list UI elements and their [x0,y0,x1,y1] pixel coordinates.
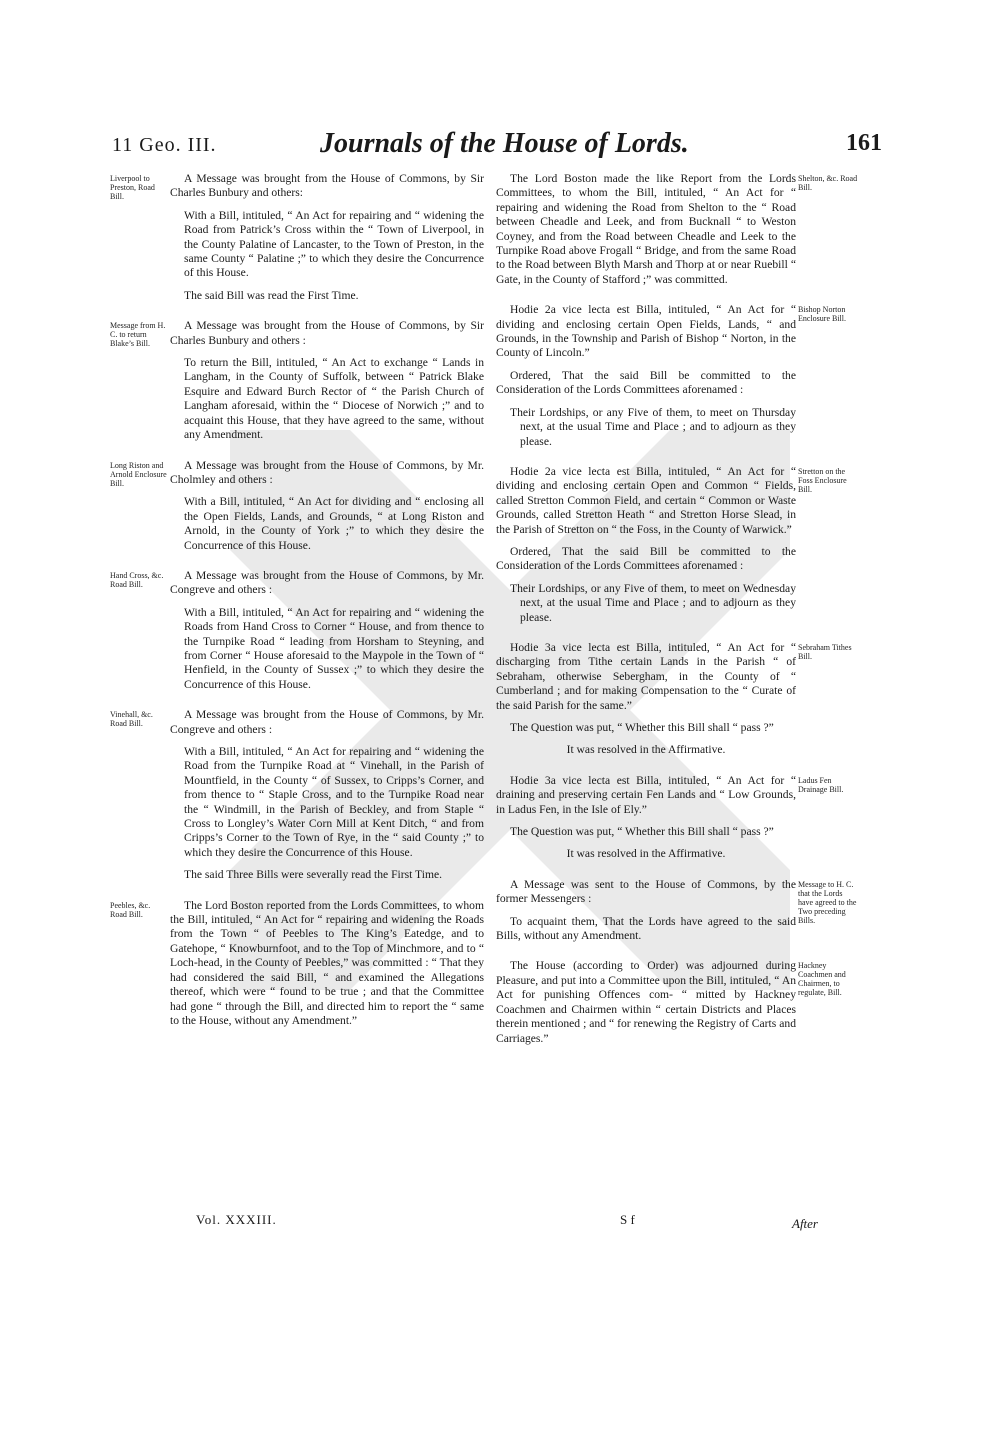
entry-paragraph: The Question was put, “ Whether this Bill shall “ pass ?” [510,721,774,734]
entry-paragraph: Ordered, That the said Bill be committed to the Consideration of the Lords Committees aforenamed : [496,368,796,397]
journal-entry [110,708,484,882]
entry-paragraph: A Message was brought from the House of Commons, by Mr. Cholmley and others : [170,458,484,486]
left-column [110,172,484,1044]
journal-entry [110,319,484,442]
right-column [496,172,858,1062]
margin-note: Shelton, &c. Road Bill. [798,174,858,192]
entry-paragraph: With a Bill, intituled, “ An Act for repairing and “ widening the Road from Patrick’s Cross within the “ Town of Liverpool, in the County Palatine of Lancaster, to the Town of Preston, in the same County “ Palatine ;” to which they desire the Concurrence of this House. [184,208,484,280]
journal-entry [496,303,846,449]
journal-entry [110,172,484,303]
journal-entry [110,458,484,553]
margin-note: Peebles, &c. Road Bill. [110,900,151,919]
entry-paragraph: With a Bill, intituled, “ An Act for repairing and “ widening the Roads from Hand Cross to Corner “ House, and from thence to the Turnpike Road “ leading from Horsham to Steyning, and from Corner “ House aforesaid to the Maypole in the Town of “ Henfield, in the County of Sussex ;” to which they desire the Concurrence of this House. [184,605,484,691]
entry-paragraph: A Message was brought from the House of Commons, by Mr. Congreve and others : [170,568,484,597]
entry-paragraph: Ordered, That the said Bill be committed to the Consideration of the Lords Committees aforenamed : [496,544,796,573]
entry-paragraph: A Message was sent to the House of Commons, by the former Messengers : [496,877,796,906]
entry-paragraph: Their Lordships, or any Five of them, to meet on Thursday next, at the usual Time and Place ; and to adjourn as they please. [510,405,796,448]
entry-paragraph: Hodie 3a vice lecta est Billa, intituled, “ An Act for “ discharging from Tithe certain Lands in the Parish “ of Sebraham, otherwise Sebergham, in the County of “ Cumberland ; and for making Compensation to the “ Curate of the said Parish for the same.” [496,640,796,712]
journal-entry [496,464,847,625]
entry-paragraph: The Lord Boston reported from the Lords Committees, to whom the Bill, intituled, “ An Act for “ repairing and widening the Roads from the Town “ of Peebles to The King’s Eatedge, and to Gatehope, “ Knowburnfoot, and to the Top of Minchmore, and to “ Loch-head, in the County of Peebles,” was committed : “ That they had considered the said Bill, “ and examined the Allegations thereof, which were “ found to be true ; and that the Committee had gone “ through the Bill, and directed him to report the “ same to the House, without any Amendment.” [170,898,484,1027]
journal-entry [496,640,852,758]
entry-paragraph: With a Bill, intituled, “ An Act for repairing and “ widening the Road from the Turnpike Road at “ Vinehall, in the Parish of Mountfield, in the County “ of Sussex, to Cripps’s Corner, and from thence to “ Staple Cross, and to the Turnpike Road near the “ Windmill, in the Parish of Beckley, and from Staple “ Cross to Longley’s Water Corn Mill at Kent Ditch, “ and from Cripps’s Corner to the Town of Rye, in the “ said County ;” to which they desire the Concurrence of this House. [184,745,484,859]
journal-entry [110,568,484,692]
margin-note: Liverpool to Preston, Road Bill. [110,174,155,201]
journal-entry [496,773,844,862]
journal-entry [110,898,484,1029]
entry-paragraph: A Message was brought from the House of Commons, by Sir Charles Bunbury and others : [170,319,484,347]
entry-paragraph: With a Bill, intituled, “ An Act for dividing and “ enclosing all the Open Fields, Lands, and Grounds, “ at Long Riston and Arnold, in the County of York ;” to which they desire the Concurrence of this House. [184,495,484,552]
header-title: Journals of the House of Lords. [320,128,689,159]
journal-entry [496,877,857,944]
entry-paragraph: Hodie 2a vice lecta est Billa, intituled, “ An Act for “ dividing and enclosing certain Open and Common “ Fields, called Stretton Common Field, and certain “ Common or Waste Grounds, called Stretton Heath “ and Stretton Horse Slead, in the Parish of Stretton on “ the Foss, in the County of Warwick.” [496,464,796,536]
page-number: 161 [846,130,882,156]
entry-paragraph: Hodie 2a vice lecta est Billa, intituled, “ An Act for “ dividing and enclosing certain Open Fields, Lands, “ and Grounds, in the Township and Parish of Bishop “ Norton, in the County of Lincoln.” [496,303,796,360]
margin-note: Sebraham Tithes Bill. [798,642,852,661]
entry-paragraph: It was resolved in the Affirmative. [566,847,726,861]
margin-note: Bishop Norton Enclosure Bill. [798,305,846,324]
entry-paragraph: Their Lordships, or any Five of them, to meet on Wednesday next, at the usual Time and Place ; and to adjourn as they please. [510,581,796,624]
entry-paragraph: A Message was brought from the House of Commons, by Sir Charles Bunbury and others: [170,172,484,200]
page-header [112,128,882,168]
journal-entry [496,959,846,1045]
entry-paragraph: It was resolved in the Affirmative. [566,743,726,757]
journal-entry [496,172,858,287]
entry-paragraph: The said Three Bills were severally read the First Time. [184,868,443,882]
entry-paragraph: The Lord Boston made the like Report from the Lords Committees, to whom the Bill, intituled, “ An Act for “ repairing and widening the Road from Shelton to the “ Road between Cheadle and Leek, and from Bucknall “ to Weston Coyney, and from the Road between Cheadle and Leek to the Turnpike Road above Frogall “ Bridge, and from the same Road to the Road between Blyth Marsh and Thorp at or near Ruebill “ Gate, in the County of Stafford ;” was committed. [496,172,796,286]
entry-paragraph: Hodie 3a vice lecta est Billa, intituled, “ An Act for “ draining and preserving certain Fen Lands and “ Low Grounds, in Ladus Fen, in the Isle of Ely.” [496,773,796,816]
margin-note: Message from H. C. to return Blake’s Bill. [110,321,166,349]
entry-paragraph: To acquaint them, That the Lords have agreed to the said Bills, without any Amendment. [496,914,796,943]
margin-note: Hackney Coachmen and Chairmen, to regulate, Bill. [798,961,846,998]
margin-note: Ladus Fen Drainage Bill. [798,775,844,794]
volume-label: Vol. XXXIII. [196,1212,277,1227]
signature-mark: S f [620,1212,635,1227]
margin-note: Hand Cross, &c. Road Bill. [110,570,164,589]
entry-paragraph: To return the Bill, intituled, “ An Act to exchange “ Lands in Langham, in the County of Suffolk, between “ Patrick Blake Esquire and Edward Burch Rector of “ the Parish Church of Langham aforesaid, within the “ Diocese of Norwich ;” and to acquaint this House, that they have agreed to the same, without any Amendment. [184,356,484,442]
entry-paragraph: The said Bill was read the First Time. [184,288,359,302]
catchword: After [792,1216,818,1231]
margin-note: Vinehall, &c. Road Bill. [110,710,153,729]
margin-note: Message to H. C. that the Lords have agreed to the Two preceding Bills. [798,879,857,925]
margin-note: Stretton on the Foss Enclosure Bill. [798,466,847,494]
margin-note: Long Riston and Arnold Enclosure Bill. [110,460,167,488]
header-regnal-year: 11 Geo. III. [112,134,217,156]
entry-paragraph: A Message was brought from the House of Commons, by Mr. Congreve and others : [170,708,484,736]
entry-paragraph: The House (according to Order) was adjourned during Pleasure, and put into a Committee upon the Bill, intituled, “ An Act for punishing Offences com- “ mitted by Hackney Coachmen and Chairmen within “ certain Districts and Places therein mentioned ; and “ for renewing the Registry of Carts and Carriages.” [496,959,796,1045]
entry-paragraph: The Question was put, “ Whether this Bill shall “ pass ?” [510,825,774,839]
